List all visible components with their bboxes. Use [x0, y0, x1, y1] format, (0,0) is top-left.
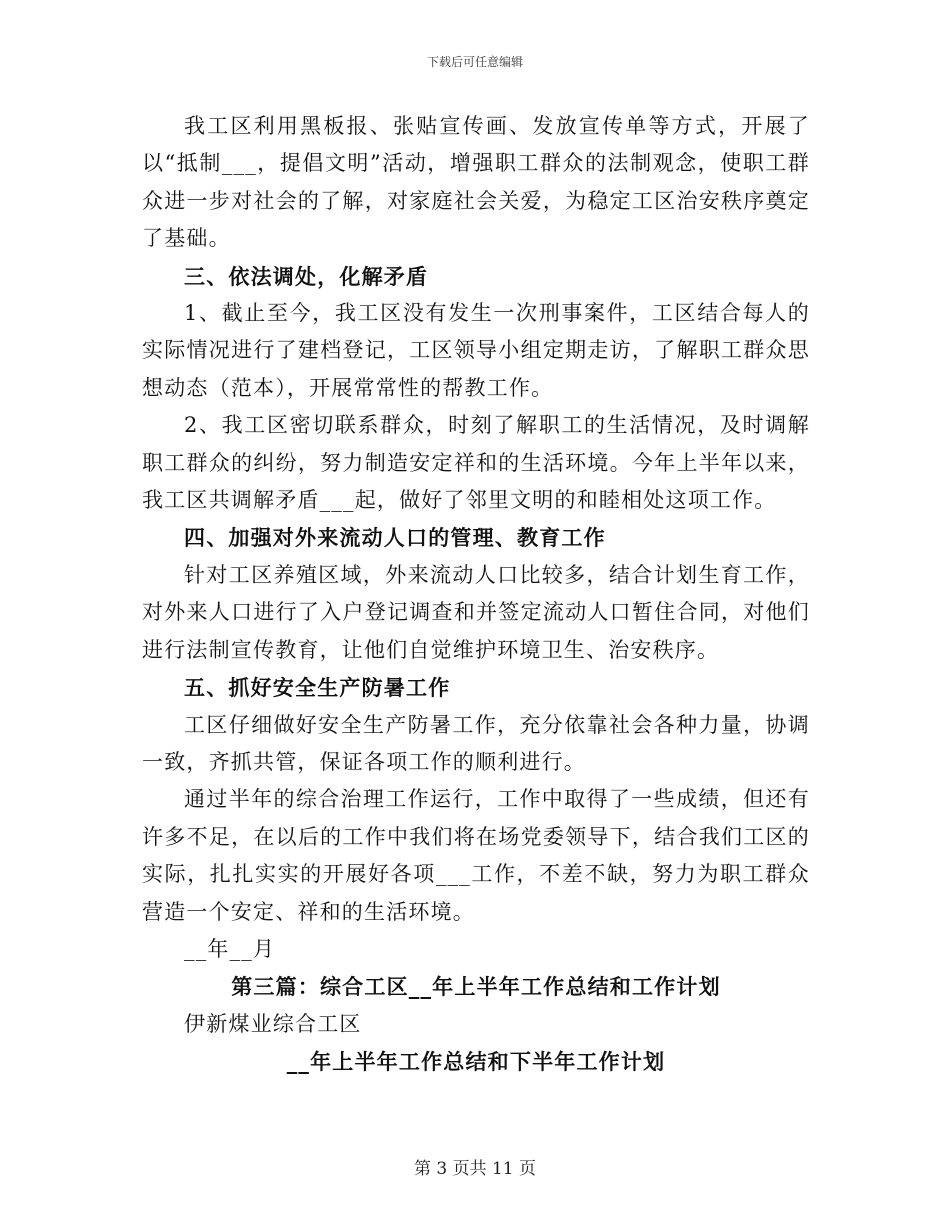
paragraph-item-1: 1、截止至今，我工区没有发生一次刑事案件，工区结合每人的实际情况进行了建档登记，工区领导小组定期走访，了解职工群众思想动态（范本），开展常常性的帮教工作。 — [142, 301, 810, 400]
section-title: 第三篇：综合工区__年上半年工作总结和工作计划 — [231, 974, 721, 1000]
document-body — [142, 108, 810, 1081]
paragraph-item-2: 2、我工区密切联系群众，时刻了解职工的生活情况，及时调解职工群众的纠纷，努力制造安定祥和的生活环境。今年上半年以来，我工区共调解矛盾___起，做好了邻里文明的和睦相处这项工作。 — [142, 413, 810, 513]
paragraph-conclusion: 通过半年的综合治理工作运行，工作中取得了一些成绩，但还有许多不足，在以后的工作中我们将在场党委领导下，结合我们工区的实际，扎扎实实的开展好各项___工作，不差不缺，努力为职工群众营造一个安定、祥和的生活环境。 — [142, 787, 810, 924]
paragraph-safety: 工区仔细做好安全生产防暑工作，充分依靠社会各种力量，协调一致，齐抓共管，保证各项工作的顺利进行。 — [142, 712, 810, 774]
document-subtitle: __年上半年工作总结和下半年工作计划 — [286, 1049, 666, 1075]
paragraph-publicity: 我工区利用黑板报、张贴宣传画、发放宣传单等方式，开展了以“抵制___，提倡文明”活动，增强职工群众的法制观念，使职工群众进一步对社会的了解，对家庭社会关爱，为稳定工区治安秩序奠定了基础。 — [142, 114, 810, 251]
document-header-note: 下载后可任意编辑 — [426, 55, 523, 69]
page-number: 第 3 页共 11 页 — [413, 1159, 537, 1179]
organization-name: 伊新煤业综合工区 — [184, 1011, 362, 1036]
section-heading-4: 四、加强对外来流动人口的管理、教育工作 — [184, 525, 606, 551]
date-line: __年__月 — [184, 936, 276, 961]
paragraph-migrant-management: 针对工区养殖区域，外来流动人口比较多，结合计划生育工作，对外来人口进行了入户登记调查和并签定流动人口暂住合同，对他们进行法制宣传教育，让他们自觉维护环境卫生、治安秩序。 — [142, 562, 810, 662]
section-heading-3: 三、依法调处，化解矛盾 — [184, 263, 429, 289]
section-heading-5: 五、抓好安全生产防暑工作 — [184, 675, 451, 701]
